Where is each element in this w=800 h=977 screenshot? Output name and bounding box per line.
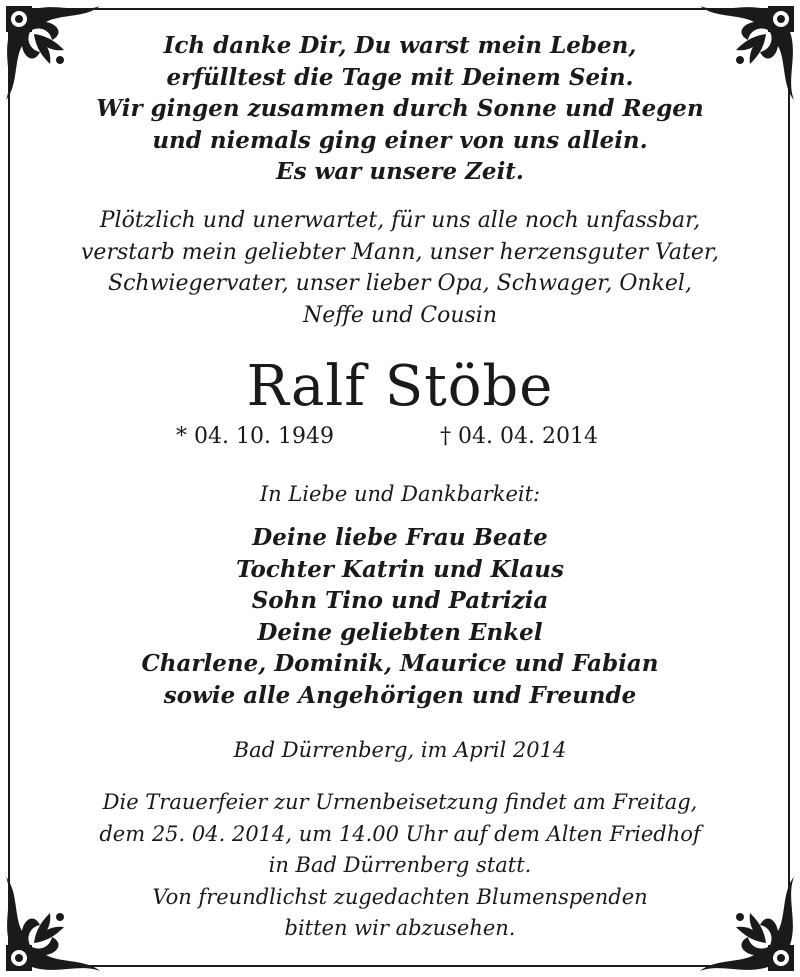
funeral-info-line: in Bad Dürrenberg statt.	[268, 853, 532, 877]
mourner-line: sowie alle Angehörigen und Freunde	[163, 681, 637, 709]
poem-line: und niemals ging einer von uns allein.	[152, 126, 648, 154]
funeral-info-line: bitten wir abzusehen.	[284, 916, 516, 940]
mourners-list	[30, 522, 770, 711]
intro-line: Schwiegervater, unser lieber Opa, Schwager, Onkel,	[108, 271, 692, 296]
mourner-line: Deine liebe Frau Beate	[252, 524, 548, 551]
birth-date: * 04. 10. 1949	[176, 424, 334, 449]
death-date: † 04. 04. 2014	[440, 424, 598, 449]
funeral-info-line: Die Trauerfeier zur Urnenbeisetzung findet am Freitag,	[102, 790, 698, 814]
thanks-heading: In Liebe und Dankbarkeit:	[259, 482, 541, 506]
intro-line: verstarb mein geliebter Mann, unser herzensguter Vater,	[81, 239, 719, 265]
intro-text	[30, 205, 770, 331]
poem-line: Es war unsere Zeit.	[276, 158, 524, 185]
place-and-date: Bad Dürrenberg, im April 2014	[233, 738, 567, 762]
mourner-line: Deine geliebten Enkel	[257, 618, 543, 646]
poem-line: Wir gingen zusammen durch Sonne und Regen	[96, 95, 704, 122]
funeral-info-line: Von freundlichst zugedachten Blumenspenden	[152, 884, 648, 909]
mourner-line: Tochter Katrin und Klaus	[236, 555, 564, 583]
funeral-info-line: dem 25. 04. 2014, um 14.00 Uhr auf dem Alten Friedhof	[99, 821, 701, 846]
mourner-line: Charlene, Dominik, Maurice und Fabian	[141, 650, 659, 677]
intro-line: Neffe und Cousin	[302, 302, 498, 328]
life-dates	[30, 424, 770, 456]
poem-line: erfülltest die Tage mit Deinem Sein.	[166, 63, 634, 91]
deceased-name: Ralf Stöbe	[246, 354, 554, 419]
poem-line: Ich danke Dir, Du warst mein Leben,	[163, 32, 637, 59]
poem	[30, 30, 770, 188]
intro-line: Plötzlich und unerwartet, für uns alle noch unfassbar,	[99, 208, 701, 233]
funeral-info	[30, 787, 770, 945]
mourner-line: Sohn Tino und Patrizia	[251, 587, 549, 614]
